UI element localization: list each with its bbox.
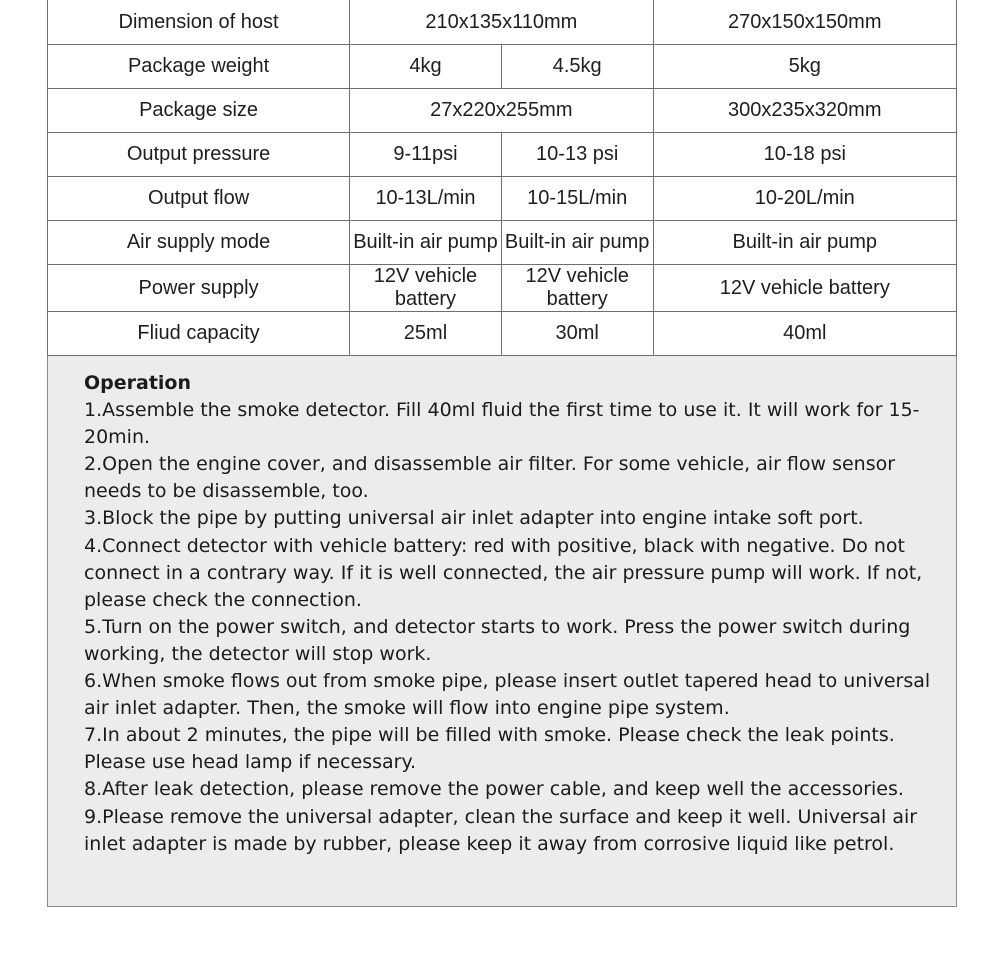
spec-value: Built-in air pump [350, 221, 502, 265]
spec-label: Output pressure [48, 133, 350, 177]
operation-steps [84, 397, 934, 858]
spec-value: 9-11psi [350, 133, 502, 177]
spec-label: Output flow [48, 177, 350, 221]
spec-value: Built-in air pump [501, 221, 653, 265]
spec-row [48, 177, 957, 221]
spec-table [47, 0, 957, 356]
spec-row [48, 312, 957, 356]
spec-value: 5kg [653, 45, 956, 89]
spec-row [48, 221, 957, 265]
operation-step: 2.Open the engine cover, and disassemble air filter. For some vehicle, air flow sensor needs to be disassemble, too. [84, 453, 896, 503]
spec-row [48, 265, 957, 312]
spec-value: 10-13L/min [350, 177, 502, 221]
operation-step: 8.After leak detection, please remove the power cable, and keep well the accessories. [84, 778, 904, 801]
spec-value: 30ml [501, 312, 653, 356]
spec-value: 10-13 psi [501, 133, 653, 177]
spec-value: 12V vehicle battery [653, 265, 956, 312]
spec-row [48, 133, 957, 177]
spec-value: 10-15L/min [501, 177, 653, 221]
spec-label: Dimension of host [48, 0, 350, 45]
operation-step: 4.Connect detector with vehicle battery: red with positive, black with negative. Do not connect in a contrary way. If it is well connected, the air pressure pump will work. If not, please check the connection. [84, 534, 923, 611]
operation-step: 6.When smoke flows out from smoke pipe, please insert outlet tapered head to universal air inlet adapter. Then, the smoke will flow into engine pipe system. [84, 670, 931, 720]
spec-label: Fliud capacity [48, 312, 350, 356]
operation-content [84, 370, 934, 858]
spec-label: Air supply mode [48, 221, 350, 265]
spec-table-body [48, 0, 957, 356]
spec-value: 4kg [350, 45, 502, 89]
operation-panel [47, 356, 957, 907]
spec-value: 210x135x110mm [350, 0, 653, 45]
spec-value: 270x150x150mm [653, 0, 956, 45]
spec-value: Built-in air pump [653, 221, 956, 265]
spec-value: 10-20L/min [653, 177, 956, 221]
operation-step: 1.Assemble the smoke detector. Fill 40ml fluid the first time to use it. It will work for 15-20min. [84, 399, 920, 449]
spec-value: 25ml [350, 312, 502, 356]
operation-title: Operation [84, 372, 192, 394]
spec-value: 300x235x320mm [653, 89, 956, 133]
spec-row [48, 89, 957, 133]
spec-value: 12V vehicle battery [350, 265, 502, 312]
spec-value: 40ml [653, 312, 956, 356]
operation-step: 5.Turn on the power switch, and detector starts to work. Press the power switch during working, the detector will stop work. [84, 615, 911, 665]
spec-value: 4.5kg [501, 45, 653, 89]
spec-value: 27x220x255mm [350, 89, 653, 133]
spec-label: Power supply [48, 265, 350, 312]
operation-step: 7.In about 2 minutes, the pipe will be filled with smoke. Please check the leak points. Please use head lamp if necessary. [84, 724, 895, 774]
spec-label: Package weight [48, 45, 350, 89]
spec-row [48, 0, 957, 45]
spec-label: Package size [48, 89, 350, 133]
operation-step: 3.Block the pipe by putting universal air inlet adapter into engine intake soft port. [84, 507, 864, 530]
spec-value: 10-18 psi [653, 133, 956, 177]
spec-row [48, 45, 957, 89]
spec-value: 12V vehicle battery [501, 265, 653, 312]
operation-step: 9.Please remove the universal adapter, clean the surface and keep it well. Universal air inlet adapter is made by rubber, please keep it away from corrosive liquid like petrol. [84, 805, 918, 855]
